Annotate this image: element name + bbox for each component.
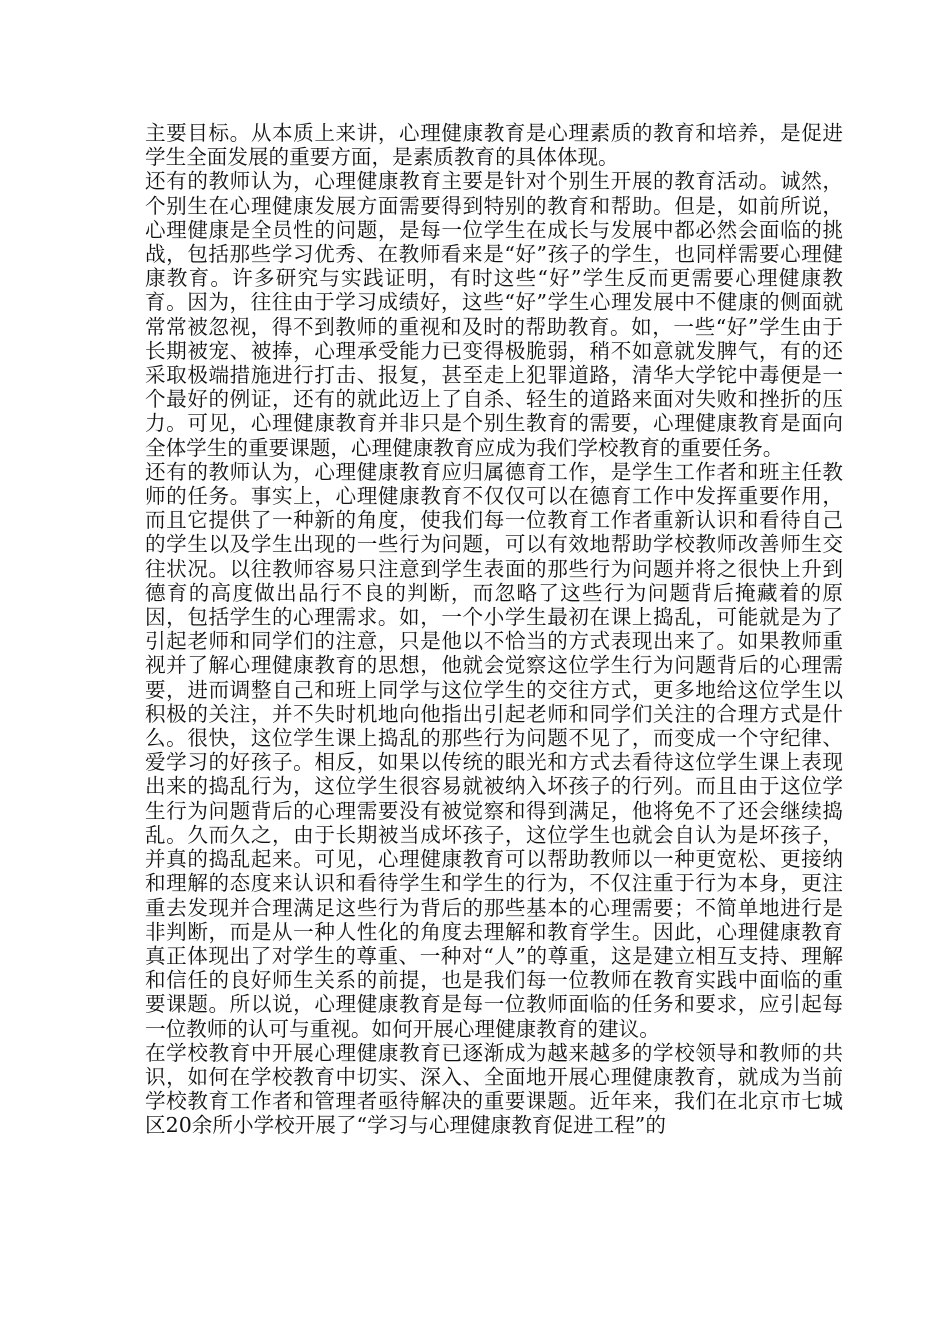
paragraph-4: 在学校教育中开展心理健康教育已逐渐成为越来越多的学校领导和教师的共识，如何在学校教育中切实、深入、全面地开展心理健康教育，就成为当前学校教育工作者和管理者亟待解决的重要课题。近年来，我们在北京市七城区20余所小学校开展了“学习与心理健康教育促进工程”的	[145, 1040, 843, 1138]
paragraph-3: 还有的教师认为，心理健康教育应归属德育工作，是学生工作者和班主任教师的任务。事实上，心理健康教育不仅仅可以在德育工作中发挥重要作用，而且它提供了一种新的角度，使我们每一位教育工作者重新认识和看待自己的学生以及学生出现的一些行为问题，可以有效地帮助学校教师改善师生交往状况。以往教师容易只注意到学生表面的那些行为问题并将之很快上升到德育的高度做出品行不良的判断，而忽略了这些行为问题背后掩藏着的原因，包括学生的心理需求。如，一个小学生最初在课上捣乱，可能就是为了引起老师和同学们的注意，只是他以不恰当的方式表现出来了。如果教师重视并了解心理健康教育的思想，他就会觉察这位学生行为问题背后的心理需要，进而调整自己和班上同学与这位学生的交往方式，更多地给这位学生以积极的关注，并不失时机地向他指出引起老师和同学们关注的合理方式是什么。很快，这位学生课上捣乱的那些行为问题不见了，而变成一个守纪律、爱学习的好孩子。相反，如果以传统的眼光和方式去看待这位学生课上表现出来的捣乱行为，这位学生很容易就被纳入坏孩子的行列。而且由于这位学生行为问题背后的心理需要没有被觉察和得到满足，他将免不了还会继续捣乱。久而久之，由于长期被当成坏孩子，这位学生也就会自认为是坏孩子，并真的捣乱起来。可见，心理健康教育可以帮助教师以一种更宽松、更接纳和理解的态度来认识和看待学生和学生的行为，不仅注重于行为本身，更注重去发现并合理满足这些行为背后的那些基本的心理需要；不简单地进行是非判断，而是从一种人性化的角度去理解和教育学生。因此，心理健康教育真正体现出了对学生的尊重、一种对“人”的尊重，这是建立相互支持、理解和信任的良好师生关系的前提，也是我们每一位教师在教育实践中面临的重要课题。所以说，心理健康教育是每一位教师面临的任务和要求，应引起每一位教师的认可与重视。如何开展心理健康教育的建议。	[145, 459, 843, 1041]
paragraph-2: 还有的教师认为，心理健康教育主要是针对个别生开展的教育活动。诚然，个别生在心理健康发展方面需要得到特别的教育和帮助。但是，如前所说，心理健康是全员性的问题，是每一位学生在成长与发展中都必然会面临的挑战，包括那些学习优秀、在教师看来是“好”孩子的学生，也同样需要心理健康教育。许多研究与实践证明，有时这些“好”学生反而更需要心理健康教育。因为，往往由于学习成绩好，这些“好”学生心理发展中不健康的侧面就常常被忽视，得不到教师的重视和及时的帮助教育。如，一些“好”学生由于长期被宠、被捧，心理承受能力已变得极脆弱，稍不如意就发脾气，有的还采取极端措施进行打击、报复，甚至走上犯罪道路，清华大学铊中毒便是一个最好的例证，还有的就此迈上了自杀、轻生的道路来面对失败和挫折的压力。可见，心理健康教育并非只是个别生教育的需要，心理健康教育是面向全体学生的重要课题，心理健康教育应成为我们学校教育的重要任务。	[145, 169, 843, 460]
paragraph-1: 主要目标。从本质上来讲，心理健康教育是心理素质的教育和培养，是促进学生全面发展的重要方面，是素质教育的具体体现。	[145, 121, 843, 170]
document-page	[145, 121, 843, 1138]
